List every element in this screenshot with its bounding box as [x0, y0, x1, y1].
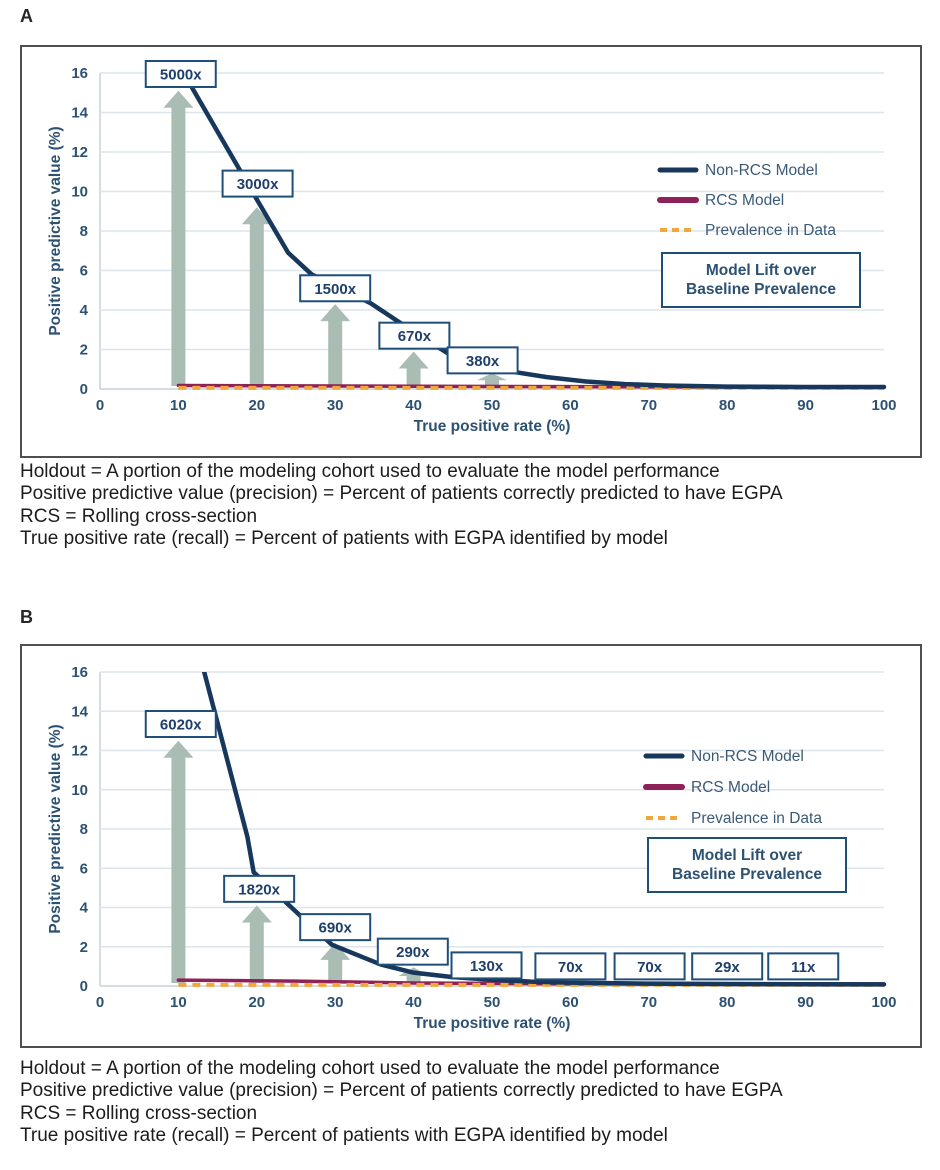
svg-text:10: 10 — [170, 397, 187, 414]
svg-text:20: 20 — [248, 397, 266, 414]
x-axis-title: True positive rate (%) — [413, 1015, 571, 1032]
footnote-line: Holdout = A portion of the modeling cohort used to evaluate the model performance — [20, 1058, 720, 1079]
footnote-line: RCS = Rolling cross-section — [20, 505, 258, 527]
svg-text:10: 10 — [71, 781, 88, 799]
svg-text:90: 90 — [797, 397, 814, 414]
chart-panel-b — [20, 644, 922, 1048]
lift-label-text: 29x — [714, 958, 740, 976]
svg-text:8: 8 — [79, 223, 88, 240]
svg-text:0: 0 — [79, 381, 88, 398]
lift-label-text: 130x — [469, 957, 504, 975]
footnotes-b — [20, 1058, 925, 1147]
svg-text:30: 30 — [326, 397, 344, 414]
lift-label-text: 70x — [557, 958, 583, 976]
lift-arrow — [477, 373, 507, 386]
svg-text:70: 70 — [640, 397, 658, 414]
model-lift-box-text: Baseline Prevalence — [686, 281, 836, 298]
svg-text:4: 4 — [79, 899, 88, 917]
svg-text:0: 0 — [95, 994, 105, 1011]
svg-text:0: 0 — [79, 978, 88, 995]
legend — [660, 162, 860, 307]
svg-text:6: 6 — [79, 262, 88, 280]
svg-text:16: 16 — [71, 65, 88, 82]
lift-label-text: 690x — [318, 919, 352, 937]
model-lift-box-text: Model Lift over — [691, 847, 803, 864]
footnote-line: Holdout = A portion of the modeling cohort used to evaluate the model performance — [20, 461, 720, 482]
svg-text:60: 60 — [562, 994, 579, 1011]
svg-text:80: 80 — [718, 994, 736, 1011]
svg-text:90: 90 — [797, 994, 814, 1011]
lift-label-text: 670x — [397, 328, 432, 346]
svg-text:6: 6 — [79, 860, 88, 878]
model-lift-box-text: Baseline Prevalence — [672, 866, 822, 883]
svg-text:30: 30 — [326, 994, 344, 1011]
lift-label-text: 3000x — [236, 176, 279, 194]
lift-label-text: 5000x — [159, 66, 202, 84]
chart-svg-a — [22, 47, 920, 456]
footnote-line: True positive rate (recall) = Percent of patients with EGPA identified by model — [20, 1124, 668, 1146]
svg-text:16: 16 — [71, 664, 88, 681]
lift-label-text: 70x — [637, 958, 663, 976]
chart-svg-b — [22, 646, 920, 1046]
chart-panel-a — [20, 45, 922, 458]
lift-arrow — [320, 304, 350, 386]
svg-text:12: 12 — [71, 742, 88, 760]
x-axis-title: True positive rate (%) — [413, 418, 571, 435]
svg-text:50: 50 — [483, 397, 501, 414]
svg-text:0: 0 — [95, 397, 105, 414]
svg-text:2: 2 — [79, 341, 88, 359]
footnote-line: RCS = Rolling cross-section — [20, 1102, 258, 1124]
svg-text:14: 14 — [71, 703, 88, 721]
svg-text:100: 100 — [871, 994, 897, 1011]
footnote-line: Positive predictive value (precision) = Percent of patients correctly predicted to have EGPA — [20, 483, 783, 505]
lift-arrow — [242, 906, 272, 984]
footnotes-a — [20, 461, 925, 550]
svg-text:2: 2 — [79, 938, 88, 956]
svg-text:40: 40 — [405, 994, 422, 1011]
lift-label-text: 6020x — [159, 716, 202, 734]
lift-label-text: 380x — [465, 352, 500, 370]
svg-text:20: 20 — [248, 994, 266, 1011]
legend — [646, 748, 846, 892]
legend-label: Non-RCS Model — [705, 162, 818, 179]
svg-text:10: 10 — [170, 994, 187, 1011]
model-lift-box-text: Model Lift over — [705, 262, 817, 279]
svg-text:40: 40 — [405, 397, 422, 414]
svg-text:8: 8 — [79, 821, 88, 838]
svg-text:70: 70 — [640, 994, 658, 1011]
panel-label-a: A — [20, 6, 33, 26]
y-axis-title: Positive predictive value (%) — [47, 126, 64, 336]
svg-text:60: 60 — [562, 397, 579, 414]
svg-text:50: 50 — [483, 994, 501, 1011]
lift-arrow — [399, 351, 429, 386]
lift-label-text: 1820x — [238, 881, 281, 899]
y-axis-title: Positive predictive value (%) — [47, 724, 64, 934]
svg-text:4: 4 — [79, 302, 88, 319]
footnote-line: True positive rate (recall) = Percent of patients with EGPA identified by model — [20, 527, 668, 549]
gridlines — [100, 73, 884, 350]
lift-arrow — [163, 91, 193, 386]
legend-label: Non-RCS Model — [691, 748, 804, 765]
legend-label: RCS Model — [705, 192, 785, 209]
svg-text:80: 80 — [718, 397, 736, 414]
svg-text:10: 10 — [71, 183, 88, 201]
panel-label-b: B — [20, 607, 33, 627]
footnote-line: Positive predictive value (precision) = Percent of patients correctly predicted to have EGPA — [20, 1080, 783, 1102]
lift-arrows — [163, 91, 507, 386]
lift-arrow — [242, 207, 272, 386]
legend-label: Prevalence in Data — [705, 222, 836, 239]
svg-text:12: 12 — [71, 144, 88, 161]
svg-text:14: 14 — [71, 104, 88, 122]
lift-label-text: 290x — [396, 944, 430, 962]
lift-label-text: 1500x — [314, 280, 357, 298]
lift-label-text: 11x — [791, 958, 816, 976]
legend-label: RCS Model — [691, 779, 771, 796]
svg-text:100: 100 — [871, 397, 897, 414]
legend-label: Prevalence in Data — [691, 810, 822, 827]
